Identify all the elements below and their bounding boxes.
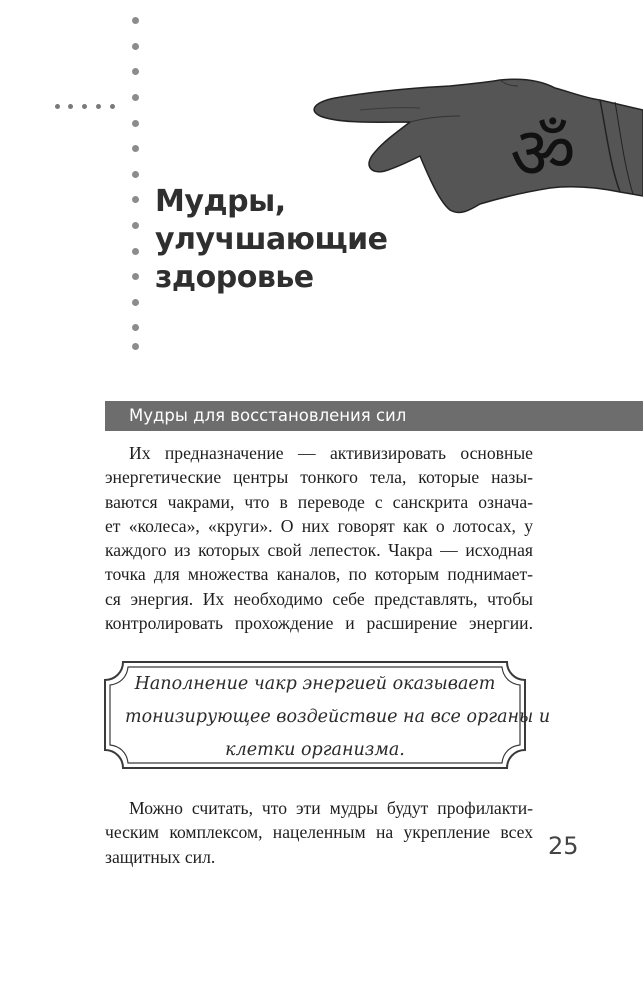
subheader-text: Мудры для восстановления сил <box>129 406 407 425</box>
title-line-1: Мудры, <box>155 184 286 219</box>
body-paragraph-1 <box>105 441 533 635</box>
quote-line-3: клетки организма. <box>225 740 405 760</box>
paragraph-line: энергетические центры тонкого тела, которые назы- <box>105 467 533 488</box>
quote-line-1: Наполнение чакр энергией оказывает <box>134 674 496 694</box>
page-title <box>155 183 387 297</box>
paragraph-line: точка для множества каналов, по которым поднимает- <box>105 564 533 585</box>
quote-text <box>125 668 551 767</box>
paragraph-line: ет «колеса», «круги». О них говорят как о лотосах, у <box>105 515 533 536</box>
paragraph-line: ческим комплексом, нацеленным на укрепление всех <box>105 822 533 843</box>
title-line-2: улучшающие <box>155 222 388 257</box>
page-number: 25 <box>548 832 579 860</box>
subheader-bar <box>105 401 643 431</box>
paragraph-line: каждого из которых свой лепесток. Чакра — исходная <box>105 540 533 561</box>
paragraph-line: контролировать прохождение и расширение энергии. <box>105 613 533 634</box>
om-symbol: ॐ <box>510 111 576 195</box>
paragraph-line: ся энергия. Их необходимо себе представлять, чтобы <box>105 588 533 609</box>
paragraph-line: защитных сил. <box>105 846 216 867</box>
paragraph-line: Их предназначение — активизировать основные <box>129 443 533 463</box>
quote-line-2: тонизирующее воздействие на все органы и <box>125 707 551 727</box>
paragraph-line: ваются чакрами, что в переводе с санскрита означа- <box>105 491 533 512</box>
title-line-3: здоровье <box>155 260 314 295</box>
paragraph-line: Можно считать, что эти мудры будут профилакти- <box>129 798 533 818</box>
body-paragraph-2 <box>105 796 533 869</box>
